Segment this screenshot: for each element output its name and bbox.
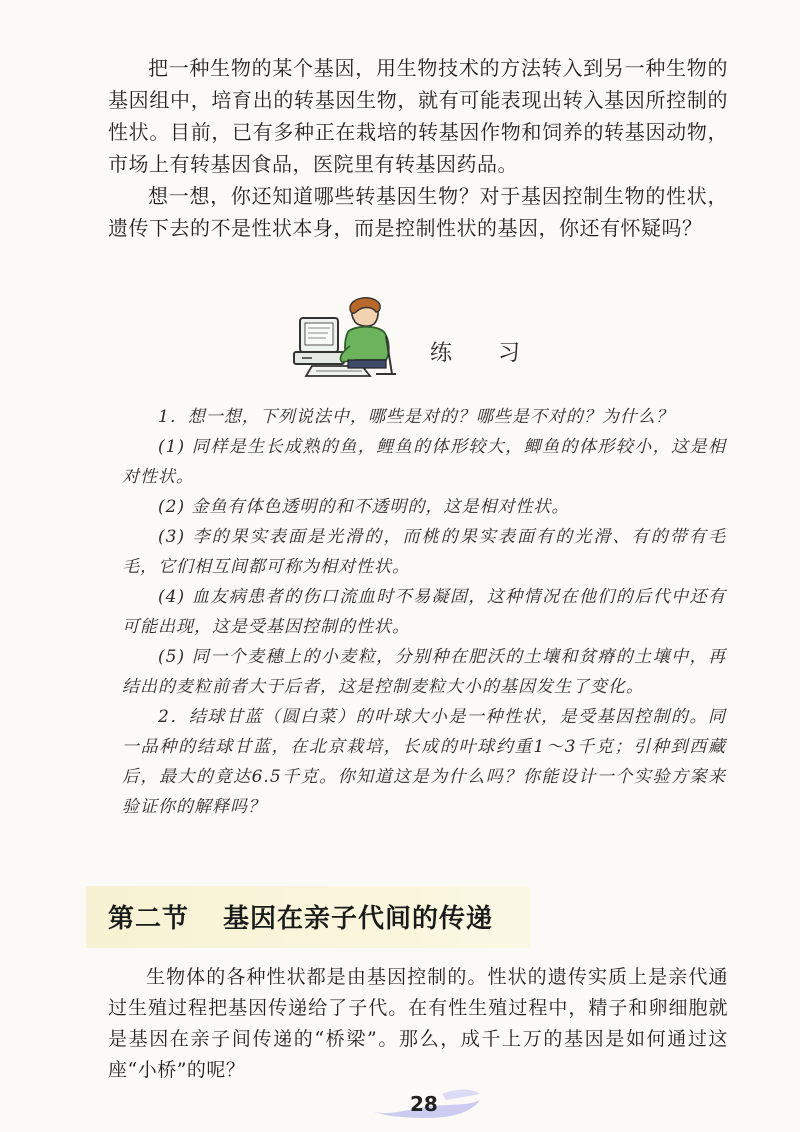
exercise-question-1: 1．想一想，下列说法中，哪些是对的？哪些是不对的？为什么？ [158,407,674,427]
exercise-title: 练习 [430,341,567,366]
section-heading [108,898,493,935]
section-body [108,962,728,1086]
exercise-subitem-1: (1) 同样是生长成熟的鱼，鲤鱼的体形较大，鲫鱼的体形较小，这是相对性状。 [122,437,726,487]
exercise-subitem-2: (2) 金鱼有体色透明的和不透明的，这是相对性状。 [158,497,570,517]
page-number: 28 [410,1092,438,1116]
exercise-list [122,402,726,822]
exercise-subitem-3: (3) 李的果实表面是光滑的，而桃的果实表面有的光滑、有的带有毛毛，它们相互间都可称为相对性状。 [122,527,726,577]
intro-text [108,52,728,244]
exercise-subitem-4: (4) 血友病患者的伤口流血时不易凝固，这种情况在他们的后代中还有可能出现，这是受基因控制的性状。 [122,587,726,637]
section-paragraph: 生物体的各种性状都是由基因控制的。性状的遗传实质上是亲代通过生殖过程把基因传递给了子代。在有性生殖过程中，精子和卵细胞就是基因在亲子间传递的“桥梁”。那么，成千上万的基因是如何通过这座“小桥”的呢？ [108,966,728,1081]
exercise-question-2: 2．结球甘蓝（圆白菜）的叶球大小是一种性状，是受基因控制的。同一品种的结球甘蓝，在北京栽培，长成的叶球约重1～3千克；引种到西藏后，最大的竟达6.5千克。你知道这是为什么吗？你能设计一个实验方案来验证你的解释吗？ [122,707,726,817]
intro-paragraph: 想一想，你还知道哪些转基因生物？对于基因控制生物的性状，遗传下去的不是性状本身，而是控制性状的基因，你还有怀疑吗？ [108,184,728,240]
exercise-header [292,296,592,386]
section-number: 第二节 [108,904,190,934]
exercise-subitem-5: (5) 同一个麦穗上的小麦粒，分别种在肥沃的土壤和贫瘠的土壤中，再结出的麦粒前者大于后者，这是控制麦粒大小的基因发生了变化。 [122,647,726,697]
student-at-computer-icon [292,296,404,384]
section-title: 基因在亲子代间的传递 [223,904,494,934]
intro-paragraph: 把一种生物的某个基因，用生物技术的方法转入到另一种生物的基因组中，培育出的转基因生物，就有可能表现出转入基因所控制的性状。目前，已有多种正在栽培的转基因作物和饲养的转基因动物，市场上有转基因食品，医院里有转基因药品。 [108,56,728,176]
